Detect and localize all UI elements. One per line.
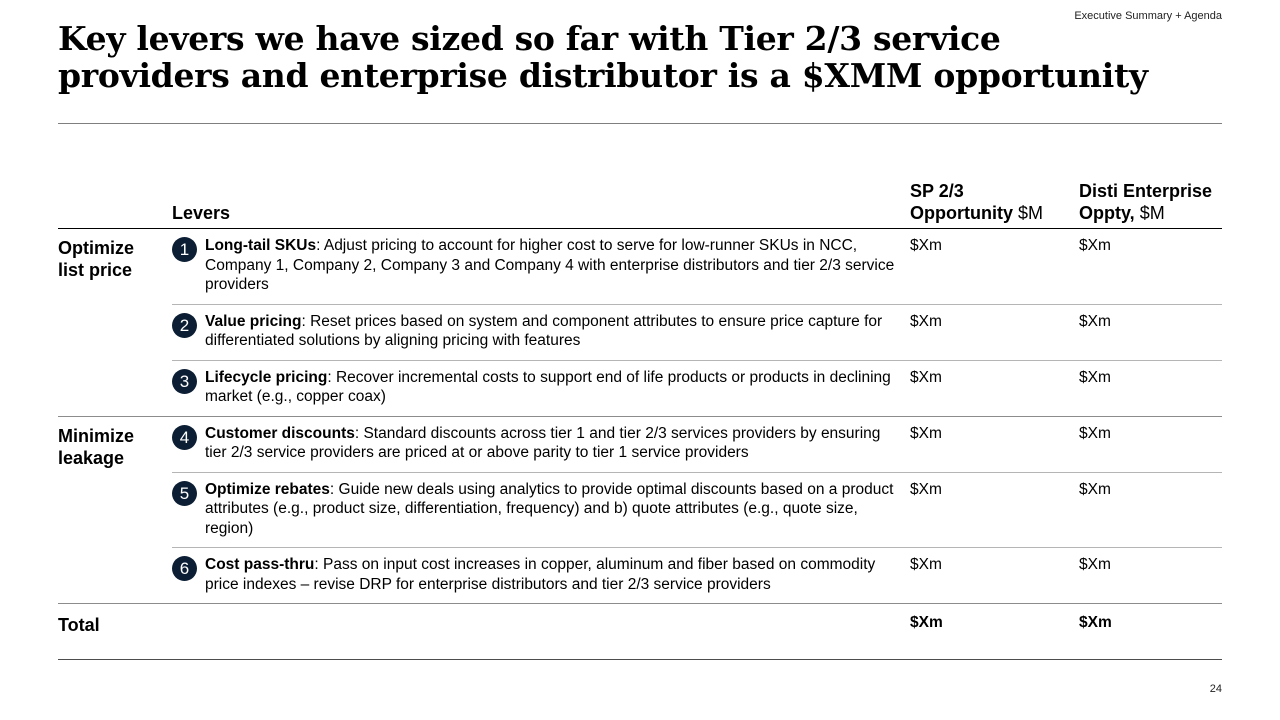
lever-number-badge: 1 xyxy=(172,237,197,262)
total-disti-value: $Xm xyxy=(1079,614,1112,631)
levers-table xyxy=(58,180,1222,660)
sp-value: $Xm xyxy=(910,424,942,442)
lever-description xyxy=(205,368,895,407)
lever-description xyxy=(205,555,895,594)
sp-header-label: SP 2/3 Opportunity xyxy=(910,181,1013,223)
disti-header-label: Disti Enterprise Oppty, xyxy=(1079,181,1213,223)
sp-value: $Xm xyxy=(910,556,942,573)
sp-value: $Xm xyxy=(910,312,942,330)
group-optimize-list-price xyxy=(58,229,1222,416)
group-label: Optimize list price xyxy=(58,238,135,280)
disti-header-unit: $M xyxy=(1139,203,1165,223)
title-divider xyxy=(58,123,1222,124)
lever-row xyxy=(172,417,1222,472)
lever-description xyxy=(205,312,895,351)
group-label: Minimize leakage xyxy=(58,425,135,468)
lever-row xyxy=(172,304,1222,360)
lever-description xyxy=(205,424,895,463)
total-label: Total xyxy=(58,615,100,635)
lever-detail: : Standard discounts across tier 1 and tier 2/3 services providers by ensuring tier 2/3 service providers are priced at or above parity to tier 1 service providers xyxy=(205,424,881,461)
lever-detail: : Reset prices based on system and component attributes to ensure price capture for differentiated solutions by aligning pricing with features xyxy=(205,312,883,349)
lever-name: Optimize rebates xyxy=(205,480,330,498)
lever-row xyxy=(172,547,1222,603)
disti-value: $Xm xyxy=(1079,237,1111,254)
sp-header-unit: $M xyxy=(1018,203,1044,223)
lever-detail: : Pass on input cost increases in copper, aluminum and fiber based on commodity price indexes – revise DRP for enterprise distributors and tier 2/3 service providers xyxy=(205,556,876,593)
disti-value: $Xm xyxy=(1079,556,1111,573)
levers-column-header: Levers xyxy=(172,203,231,223)
page-number: 24 xyxy=(1209,683,1222,695)
disti-value: $Xm xyxy=(1079,368,1111,386)
disti-value: $Xm xyxy=(1079,480,1111,498)
slide-title: Key levers we have sized so far with Tier 2/3 service providers and enterprise distributor is a $XMM opportunity xyxy=(58,19,1148,95)
sp-value: $Xm xyxy=(910,480,942,498)
disti-value: $Xm xyxy=(1079,424,1111,442)
lever-row xyxy=(172,472,1222,548)
lever-detail: : Recover incremental costs to support end of life products or products in declining market (e.g., copper coax) xyxy=(205,368,891,405)
lever-number-badge: 4 xyxy=(172,425,197,450)
lever-number-badge: 2 xyxy=(172,313,197,338)
lever-number-badge: 5 xyxy=(172,481,197,506)
sp-value: $Xm xyxy=(910,237,942,254)
lever-name: Value pricing xyxy=(205,312,302,330)
lever-row xyxy=(172,360,1222,416)
lever-description xyxy=(205,236,895,295)
table-header xyxy=(58,180,1222,229)
total-sp-value: $Xm xyxy=(910,614,943,631)
lever-detail: : Guide new deals using analytics to provide optimal discounts based on a product attributes (e.g., product size, differentiation, frequency) and b) quote attributes (e.g., quote size, region) xyxy=(205,480,894,537)
group-minimize-leakage xyxy=(58,416,1222,604)
sp-value: $Xm xyxy=(910,368,942,386)
lever-number-badge: 6 xyxy=(172,556,197,581)
lever-number-badge: 3 xyxy=(172,369,197,394)
lever-description xyxy=(205,480,895,539)
total-row xyxy=(58,603,1222,660)
section-tag: Executive Summary + Agenda xyxy=(1074,10,1222,22)
lever-detail: : Adjust pricing to account for higher cost to serve for low-runner SKUs in NCC, Company 1, Company 2, Company 3 and Company 4 with enterprise distributors and tier 2/3 service providers xyxy=(205,237,895,293)
lever-name: Lifecycle pricing xyxy=(205,368,328,386)
sp-opportunity-column-header xyxy=(910,180,1070,224)
lever-row xyxy=(172,229,1222,304)
disti-value: $Xm xyxy=(1079,312,1111,330)
lever-name: Cost pass-thru xyxy=(205,556,315,573)
disti-oppty-column-header xyxy=(1079,180,1229,224)
lever-name: Customer discounts xyxy=(205,424,355,442)
lever-name: Long-tail SKUs xyxy=(205,237,317,254)
